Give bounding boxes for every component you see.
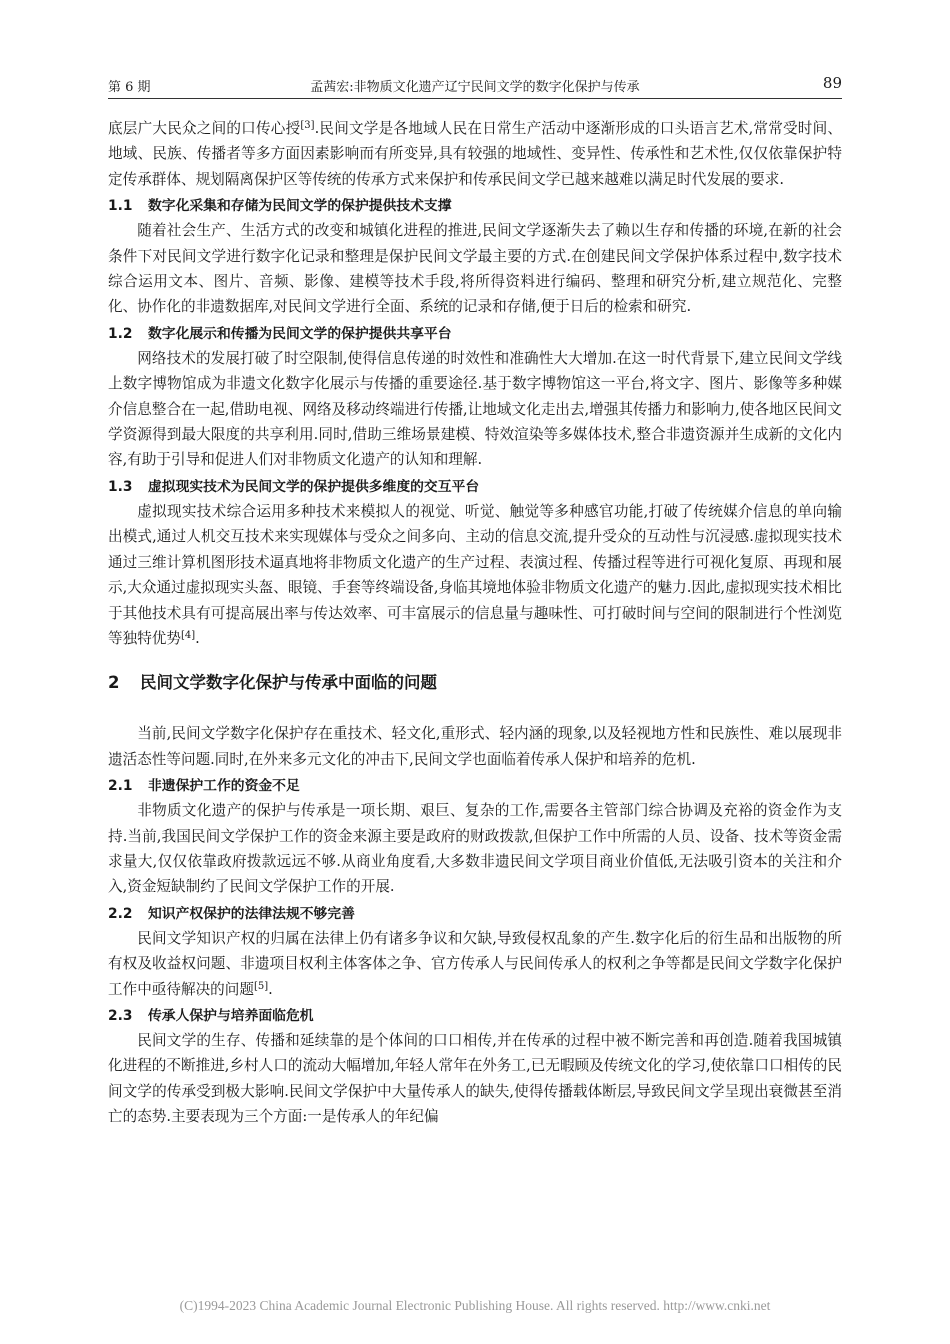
page-number: 89 <box>822 74 842 92</box>
paragraph-text: .民间文学是各地域人民在日常生产活动中逐渐形成的口头语言艺术,常常受时间、地域、民族、传播者等多方面因素影响而有所变异,具有较强的地域性、变异性、传承性和艺术性,仅仅依靠保护特定传承群体、规划隔离保护区等传统的传承方式来保护和传承民间文学已越来越难以满足时代发展的要求. <box>108 120 842 188</box>
section-number: 2.1 <box>108 778 133 795</box>
running-title: 孟茜宏:非物质文化遗产辽宁民间文学的数字化保护与传承 <box>310 80 640 95</box>
section-title: 数字化展示和传播为民间文学的保护提供共享平台 <box>148 325 452 342</box>
paragraph: 民间文学的生存、传播和延续靠的是个体间的口口相传,并在传承的过程中被不断完善和再创造.随着我国城镇化进程的不断推进,乡村人口的流动大幅增加,年轻人常年在外务工,已无暇顾及传统文化的学习,使依靠口口相传的民间文学的传承受到极大影响.民间文学保护中大量传承人的缺失,使得传播载体断层,导致民间文学呈现出衰微甚至消亡的态势.主要表现为三个方面:一是传承人的年纪偏 <box>108 1031 842 1126</box>
section-number: 1.2 <box>108 325 133 342</box>
paragraph-text: . <box>195 629 200 647</box>
paragraph-text: 底层广大民众之间的口传心授 <box>108 120 301 137</box>
paragraph: 当前,民间文学数字化保护存在重技术、轻文化,重形式、轻内涵的现象,以及轻视地方性和民族性、难以展现非遗活态性等问题.同时,在外来多元文化的冲击下,民间文学也面临着传承人保护和培养的危机. <box>108 725 842 768</box>
citation-ref: [5] <box>253 980 269 992</box>
section-heading-2-3 <box>108 1004 842 1028</box>
running-header <box>108 74 842 99</box>
copyright-footer: (C)1994-2023 China Academic Journal Electronic Publishing House. All rights reserved. http://www.cnki.net <box>179 1298 771 1313</box>
issue-label: 第 6 期 <box>108 80 151 95</box>
paragraph: 网络技术的发展打破了时空限制,使得信息传递的时效性和准确性大大增加.在这一时代背景下,建立民间文学线上数字博物馆成为非遗文化数字化展示与传播的重要途径.基于数字博物馆这一平台,将文字、图片、影像等多种媒介信息整合在一起,借助电视、网络及移动终端进行传播,让地域文化走出去,增强其传播力和影响力,使各地区民间文学资源得到最大限度的共享利用.同时,借助三维场景建模、特效渲染等多媒体技术,整合非遗资源并生成新的文化内容,有助于引导和促进人们对非物质文化遗产的认知和理解. <box>108 349 842 469</box>
article-body <box>108 116 842 1130</box>
section-heading-1-1 <box>108 194 842 218</box>
section-title: 民间文学数字化保护与传承中面临的问题 <box>140 673 437 693</box>
section-number: 1.1 <box>108 198 133 215</box>
section-number: 1.3 <box>108 478 133 495</box>
paragraph: 随着社会生产、生活方式的改变和城镇化进程的推进,民间文学逐渐失去了赖以生存和传播的环境,在新的社会条件下对民间文学进行数字化记录和整理是保护民间文学最主要的方式.在创建民间文学保护体系过程中,数字技术综合运用文本、图片、音频、影像、建模等技术手段,将所得资料进行编码、整理和研究分析,建立规范化、完整化、协作化的非遗数据库,对民间文学进行全面、系统的记录和存储,便于日后的检索和研究. <box>108 222 842 316</box>
section-title: 数字化采集和存储为民间文学的保护提供技术支撑 <box>148 198 452 215</box>
section-title: 知识产权保护的法律法规不够完善 <box>148 905 355 922</box>
paragraph-text: 虚拟现实技术综合运用多种技术来模拟人的视觉、听觉、触觉等多种感官功能,打破了传统媒介信息的单向输出模式,通过人机交互技术来实现媒体与受众之间多向、主动的信息交流,提升受众的互动性与沉浸感.虚拟现实技术通过三维计算机图形技术逼真地将非物质文化遗产的生产过程、表演过程、传播过程等进行可视化复原、再现和展示,大众通过虚拟现实头盔、眼镜、手套等终端设备,身临其境地体验非物质文化遗产的魅力.因此,虚拟现实技术相比于其他技术具有可提高展出率与传达效率、可丰富展示的信息量与趣味性、可打破时间与空间的限制进行个性浏览等独特优势 <box>108 502 842 647</box>
section-heading-2-2 <box>108 902 842 926</box>
paragraph-text: . <box>268 980 273 998</box>
citation-ref: [4] <box>180 629 196 641</box>
section-title: 非遗保护工作的资金不足 <box>148 778 300 795</box>
section-number: 2.3 <box>108 1007 133 1024</box>
section-heading-2-1 <box>108 774 842 798</box>
section-title: 虚拟现实技术为民间文学的保护提供多维度的交互平台 <box>148 478 480 495</box>
section-title: 传承人保护与培养面临危机 <box>148 1007 314 1024</box>
section-heading-1-2 <box>108 322 842 346</box>
paragraph-text: 民间文学知识产权的归属在法律上仍有诸多争议和欠缺,导致侵权乱象的产生.数字化后的衍生品和出版物的所有权及收益权问题、非遗项目权利主体客体之争、官方传承人与民间传承人的权利之争等都是民间文学数字化保护工作中亟待解决的问题 <box>108 929 842 998</box>
section-heading-1-3 <box>108 475 842 499</box>
section-number: 2.2 <box>108 905 133 922</box>
paragraph <box>108 499 842 651</box>
section-number: 2 <box>108 673 120 693</box>
paragraph <box>108 926 842 1002</box>
paragraph-continued <box>108 116 842 192</box>
paragraph: 非物质文化遗产的保护与传承是一项长期、艰巨、复杂的工作,需要各主管部门综合协调及充裕的资金作为支持.当前,我国民间文学保护工作的资金来源主要是政府的财政拨款,但保护工作中所需的人员、设备、技术等资金需求量大,仅仅依靠政府拨款远远不够.从商业角度看,大多数非遗民间文学项目商业价值低,无法吸引资本的关注和介入,资金短缺制约了民间文学保护工作的开展. <box>108 802 842 896</box>
section-heading-2 <box>108 669 842 697</box>
citation-ref: [3] <box>300 120 315 131</box>
